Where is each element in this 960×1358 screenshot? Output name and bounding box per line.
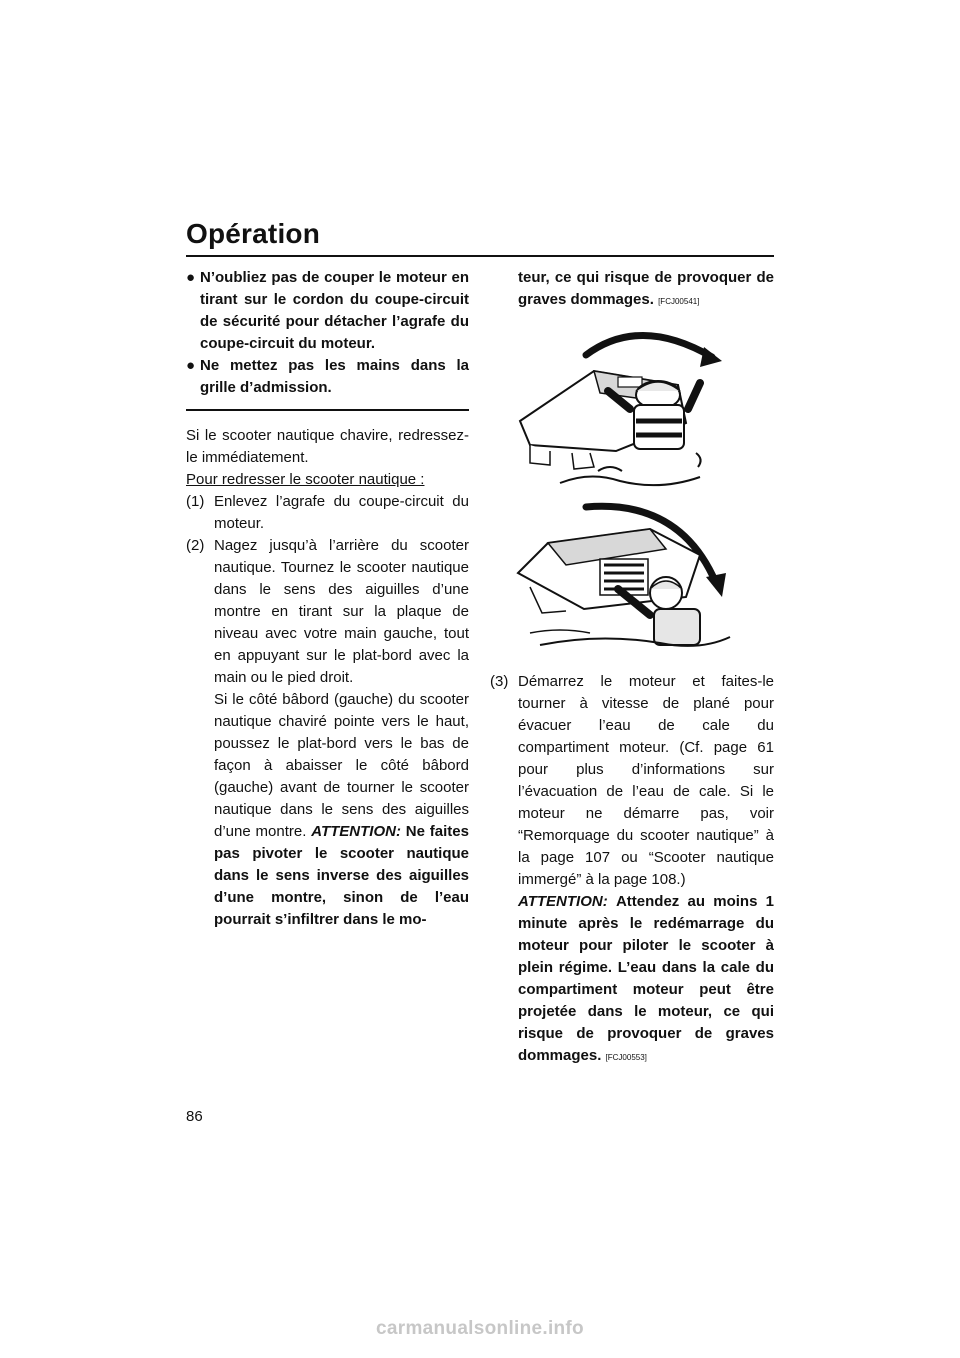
- warning-end-rule: [186, 409, 469, 411]
- step-text: Nagez jusqu’à l’arrière du scooter nautique. Tournez le scooter nautique dans le sens des aiguilles d’une montre en tirant sur la plaque de niveau avec votre main gauche, tout en appuyant sur le plat-bord avec la main ou le pied droit.: [214, 537, 469, 686]
- step-text: Enlevez l’agrafe du coupe-circuit du moteur.: [214, 493, 469, 532]
- left-column: [186, 267, 469, 931]
- procedure-subheading: Pour redresser le scooter nautique :: [186, 471, 425, 488]
- step-text: Démarrez le moteur et faites-le tourner à vitesse de plané pour évacuer l’eau de cale du compartiment moteur. (Cf. page 61 pour plus d’informations sur l’évacuation de l’eau de cale. Si le moteur ne démarre pas, voir “Remorquage du scooter nautique” à la page 107 ou “Scooter nautique immergé” à la page 108.): [518, 673, 774, 888]
- step-text-b: Si le côté bâbord (gauche) du scooter nautique chaviré pointe vers le haut, poussez le plat-bord vers le bas de façon à abaisser le côté bâbord (gauche) avant de tourner le scooter nautique dans le sens des aiguilles d’une montre.: [214, 691, 469, 840]
- reference-code: [FCJ00541]: [658, 297, 700, 306]
- attention-text: Attendez au moins 1 minute après le redémarrage du moteur pour piloter le scooter à plein régime. L’eau dans la cale du compartiment moteur peut être projetée dans le moteur, ce qui risque de provoquer de graves dommages.: [518, 893, 774, 1064]
- step-3-attention: [518, 891, 774, 1069]
- page-title: Opération: [186, 218, 321, 249]
- attention-continuation: [490, 267, 774, 313]
- right-column: [490, 267, 774, 1069]
- warning-bullet: [186, 267, 469, 355]
- page-number: 86: [186, 1108, 203, 1125]
- step-number: (2): [186, 537, 205, 554]
- watermark: carmanualsonline.info: [376, 1318, 584, 1339]
- bullet-dot-icon: ●: [186, 357, 196, 374]
- step-number: (3): [490, 673, 509, 690]
- capsized-righting-illustration-2: [490, 493, 774, 663]
- step-1: [186, 491, 469, 535]
- warning-bullet-text: N’oubliez pas de couper le moteur en tirant sur le cordon du coupe-circuit de sécurité pour détacher l’agrafe du coupe-circuit du moteur.: [200, 269, 469, 352]
- attention-text: Ne faites pas pivoter le scooter nautique dans le sens inverse des aiguilles d’une montre, sinon de l’eau pourrait s’infiltrer dans le mo-: [214, 823, 469, 928]
- warning-bullet-text: Ne mettez pas les mains dans la grille d’admission.: [200, 357, 469, 396]
- attention-label: ATTENTION:: [518, 893, 608, 910]
- step-number: (1): [186, 493, 205, 510]
- title-rule: [186, 255, 774, 257]
- reference-code: [FCJ00553]: [605, 1053, 647, 1062]
- intro-paragraph: Si le scooter nautique chavire, redressez-le immédiatement.: [186, 427, 469, 466]
- capsized-righting-illustration-1: [490, 313, 774, 493]
- step-3: [490, 671, 774, 1069]
- warning-bullet: [186, 355, 469, 399]
- bullet-dot-icon: ●: [186, 269, 196, 286]
- step-2: [186, 535, 469, 931]
- step-2-paragraph-b: [214, 689, 469, 931]
- attention-label: ATTENTION:: [311, 823, 401, 840]
- attention-continuation-text: teur, ce qui risque de provoquer de graves dommages.: [518, 269, 774, 308]
